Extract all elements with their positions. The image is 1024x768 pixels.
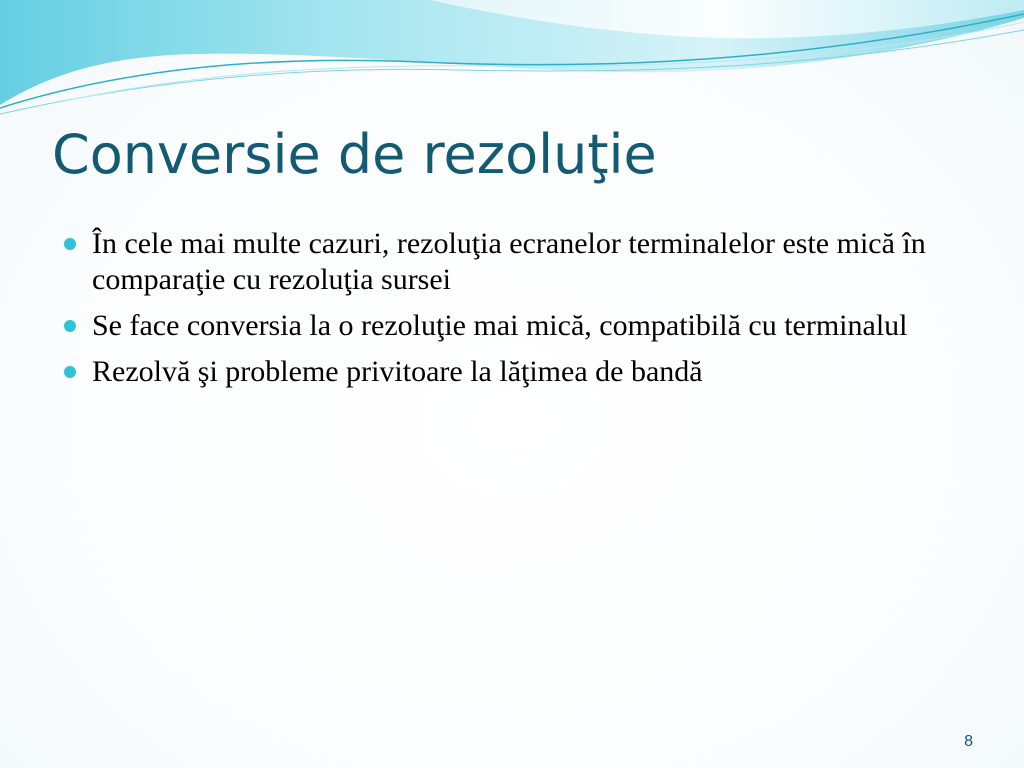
- bullet-dot-icon: [64, 238, 76, 250]
- bullet-item: [62, 308, 962, 344]
- page-number: 8: [964, 733, 973, 750]
- bullet-list: [62, 226, 962, 400]
- bullet-text: În cele mai multe cazuri, rezoluţia ecranelor terminalelor este mică în comparaţie cu rezoluţia sursei: [92, 227, 926, 296]
- wave-decoration: [0, 0, 1024, 120]
- bullet-item: [62, 226, 962, 298]
- bullet-item: [62, 354, 962, 390]
- bullet-dot-icon: [64, 320, 76, 332]
- bullet-dot-icon: [64, 366, 76, 378]
- bullet-text: Rezolvă şi probleme privitoare la lăţimea de bandă: [92, 355, 703, 388]
- slide-title: Conversie de rezoluţie: [52, 123, 657, 186]
- bullet-text: Se face conversia la o rezoluţie mai mică, compatibilă cu terminalul: [92, 309, 908, 342]
